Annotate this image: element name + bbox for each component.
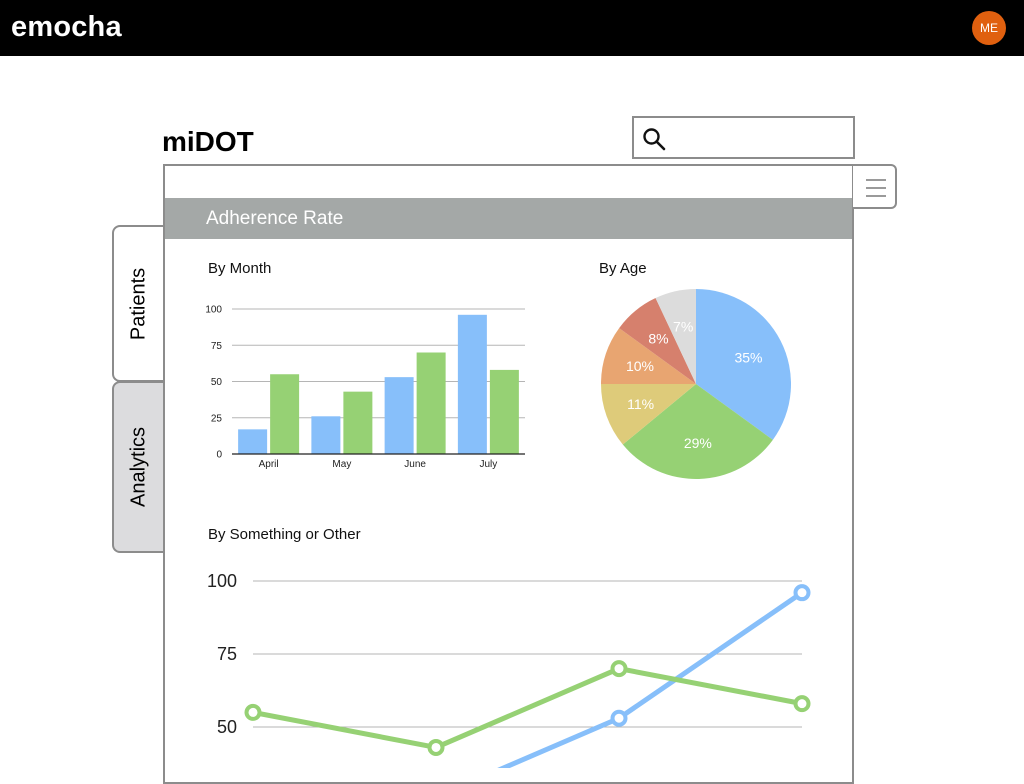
bar-x-tick-label: April [258,459,279,470]
brand-logo[interactable]: emocha [11,11,122,43]
bar-chart [195,295,535,475]
bar-x-tick-label: June [404,459,426,470]
menu-button[interactable] [853,164,897,209]
line-chart-title: By Something or Other [208,526,361,543]
section-title: Adherence Rate [206,208,344,229]
bar [458,315,487,454]
page-title: miDOT [162,126,254,157]
search-box[interactable] [632,116,855,159]
tab-patients-label: Patients [127,267,149,340]
bar-x-tick-label: May [332,459,352,470]
search-input[interactable] [674,124,848,152]
pie-slice-label: 35% [734,349,763,366]
bar-y-tick-label: 75 [210,340,222,352]
bar-y-tick-label: 25 [210,413,222,425]
tab-analytics-label: Analytics [127,426,149,508]
bar [270,374,299,454]
pie-slice-label: 8% [648,330,669,347]
line-point [430,741,443,754]
user-avatar[interactable]: ME [972,11,1006,45]
bar [238,429,267,454]
search-icon[interactable] [642,127,666,151]
tab-patients[interactable] [112,225,163,382]
bar [490,370,519,454]
line-y-tick-label: 100 [206,571,237,591]
bar-y-tick-label: 0 [216,449,222,461]
bar [343,392,372,454]
bar-x-tick-label: July [479,459,498,470]
line-point [247,706,260,719]
line-point [613,662,626,675]
line-y-tick-label: 75 [216,644,237,664]
line-y-tick-label: 50 [216,717,237,737]
tab-analytics[interactable] [112,381,163,553]
bar [417,353,446,455]
line-point [613,712,626,725]
line-point [796,586,809,599]
bar-chart-title: By Month [208,260,272,277]
line-chart [195,560,835,768]
bar-y-tick-label: 100 [205,304,222,316]
hamburger-menu-icon [865,177,887,199]
top-navigation-bar [0,0,1024,56]
pie-slice-label: 11% [627,395,655,412]
line-point [796,697,809,710]
pie-slice-label: 29% [683,434,712,451]
bar [311,416,340,454]
pie-chart-title: By Age [599,260,647,277]
pie-slice-label: 7% [673,318,694,335]
line-series [253,669,802,748]
section-header [165,198,852,239]
pie-chart [595,283,797,485]
bar-y-tick-label: 50 [210,377,222,388]
bar [385,377,414,454]
line-series [253,593,802,768]
pie-slice-label: 10% [625,357,654,374]
